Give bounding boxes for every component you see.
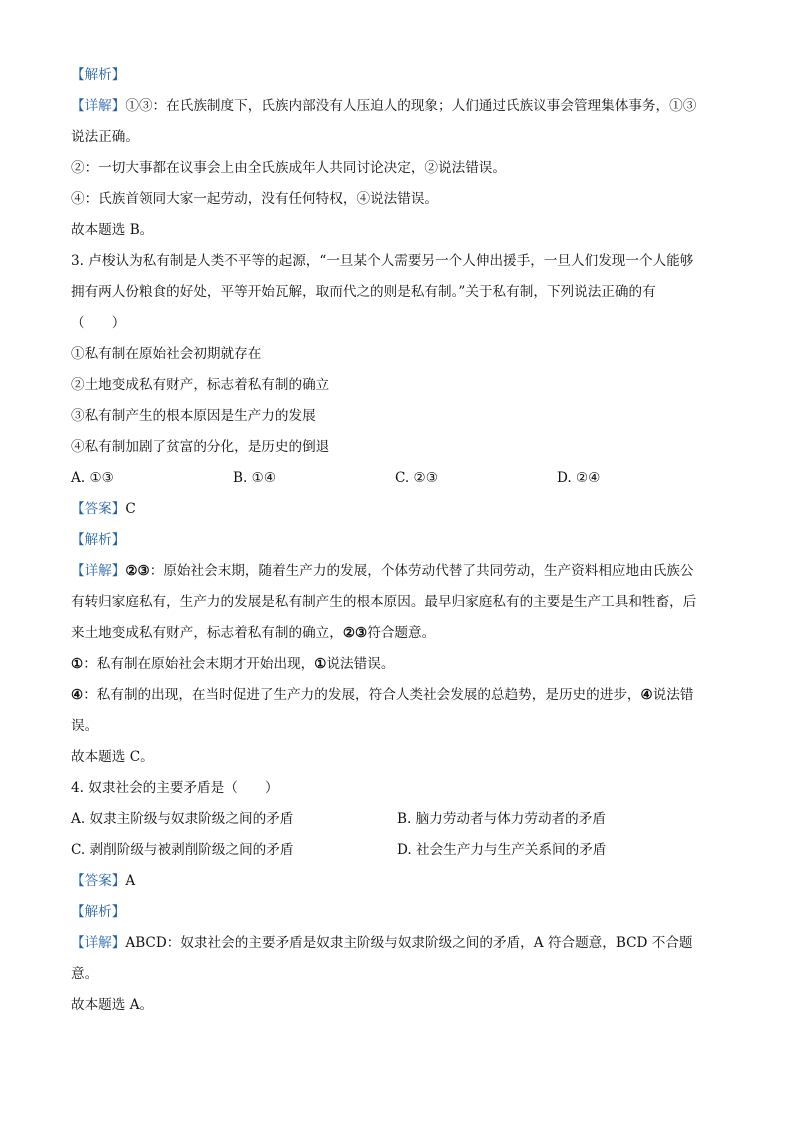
q4-options-row-1 — [71, 804, 723, 835]
q3-point-4-line-2: 误。 — [71, 718, 99, 734]
q3-point-1-mark-2: ① — [314, 656, 327, 672]
q4-detail-line-1 — [71, 928, 723, 959]
q3-point-4-text-b: 说法错 — [652, 687, 694, 703]
q3-stem-line-2: 拥有两人份粮食的好处，平等开始瓦解，取而代之的则是私有制。”关于私有制，下列说法正确的有 — [71, 284, 656, 300]
q3-option-d: D. ②④ — [557, 470, 601, 486]
q3-detail-line-1 — [71, 556, 723, 587]
q3-detail-line-3 — [71, 618, 723, 649]
q3-statement-4: ④私有制加剧了贫富的分化，是历史的倒退 — [71, 439, 330, 455]
q3-point-1 — [71, 649, 723, 680]
prev-detail-text-1: ①③：在氏族制度下，氏族内部没有人压迫人的现象；人们通过氏族议事会管理集体事务，①③ — [125, 98, 697, 114]
q3-statement-1: ①私有制在原始社会初期就存在 — [71, 346, 262, 362]
analysis-tag: 【解析】 — [71, 532, 126, 548]
q3-point-1-mark: ① — [71, 656, 84, 672]
q3-option-b: B. ①④ — [233, 470, 277, 486]
q3-options — [71, 463, 723, 494]
answer-tag: 【答案】 — [71, 873, 126, 889]
document-page — [71, 60, 723, 1021]
q4-analysis-heading — [71, 897, 723, 928]
q4-stem: 4. 奴隶社会的主要矛盾是（ ） — [71, 780, 279, 796]
q3-option-a: A. ①③ — [71, 470, 114, 486]
q3-stem-line-3: （ ） — [71, 315, 126, 331]
detail-tag: 【详解】 — [71, 563, 126, 579]
prev-detail-line-2: 说法正确。 — [71, 129, 139, 145]
prev-detail-line-1 — [71, 91, 723, 122]
q4-option-c: C. 剥削阶级与被剥削阶级之间的矛盾 — [71, 842, 294, 858]
q3-detail-marks: ②③ — [125, 563, 150, 579]
q3-detail-line-2: 有转归家庭私有，生产力的发展是私有制产生的根本原因。最早归家庭私有的主要是生产工具和牲畜，后 — [71, 594, 697, 610]
q3-point-4-mark-2: ④ — [640, 687, 653, 703]
q3-detail-text-3a: 来土地变成私有财产，标志着私有制的确立， — [71, 625, 343, 641]
q3-answer-value: C — [125, 501, 136, 517]
q3-answer — [71, 494, 723, 525]
q4-options-row-2 — [71, 835, 723, 866]
q3-point-4 — [71, 680, 723, 711]
q4-conclusion: 故本题选 A。 — [71, 997, 154, 1013]
analysis-tag: 【解析】 — [71, 904, 126, 920]
answer-tag: 【答案】 — [71, 501, 126, 517]
prev-point-2: ②：一切大事都在议事会上由全氏族成年人共同讨论决定，②说法错误。 — [71, 160, 506, 176]
q3-conclusion: 故本题选 C。 — [71, 749, 154, 765]
q4-option-d: D. 社会生产力与生产关系间的矛盾 — [397, 842, 607, 858]
q3-option-c: C. ②③ — [395, 470, 438, 486]
detail-tag: 【详解】 — [71, 98, 126, 114]
q4-detail-text-1: ABCD：奴隶社会的主要矛盾是奴隶主阶级与奴隶阶级之间的矛盾，A 符合题意，BCD 不合题 — [125, 935, 693, 951]
q4-detail-line-2: 意。 — [71, 966, 99, 982]
prev-point-4: ④：氏族首领同大家一起劳动，没有任何特权，④说法错误。 — [71, 191, 439, 207]
q3-statement-2: ②土地变成私有财产，标志着私有制的确立 — [71, 377, 330, 393]
analysis-tag: 【解析】 — [71, 67, 126, 83]
q3-point-1-text-a: ：私有制在原始社会末期才开始出现， — [83, 656, 315, 672]
q3-point-1-text-b: 说法错误。 — [326, 656, 395, 672]
q3-statement-3: ③私有制产生的根本原因是生产力的发展 — [71, 408, 316, 424]
q3-analysis-heading — [71, 525, 723, 556]
q3-detail-text-1: ：原始社会末期，随着生产力的发展，个体劳动代替了共同劳动，生产资料相应地由氏族公 — [149, 563, 694, 579]
q3-detail-text-3b: 符合题意。 — [367, 625, 436, 641]
q4-answer-value: A — [125, 873, 136, 889]
q4-answer — [71, 866, 723, 897]
q3-detail-marks-2: ②③ — [342, 625, 368, 641]
prev-conclusion: 故本题选 B。 — [71, 222, 154, 238]
q4-option-a: A. 奴隶主阶级与奴隶阶级之间的矛盾 — [71, 811, 294, 827]
q4-option-b: B. 脑力劳动者与体力劳动者的矛盾 — [397, 811, 606, 827]
q3-stem-line-1: 3. 卢梭认为私有制是人类不平等的起源，“一旦某个人需要另一个人伸出援手，一旦人们发现一个人能够 — [71, 253, 694, 269]
prev-analysis-heading — [71, 60, 723, 91]
q3-point-4-text-a: ：私有制的出现，在当时促进了生产力的发展，符合人类社会发展的总趋势，是历史的进步， — [83, 687, 641, 703]
detail-tag: 【详解】 — [71, 935, 126, 951]
q3-point-4-mark: ④ — [71, 687, 84, 703]
